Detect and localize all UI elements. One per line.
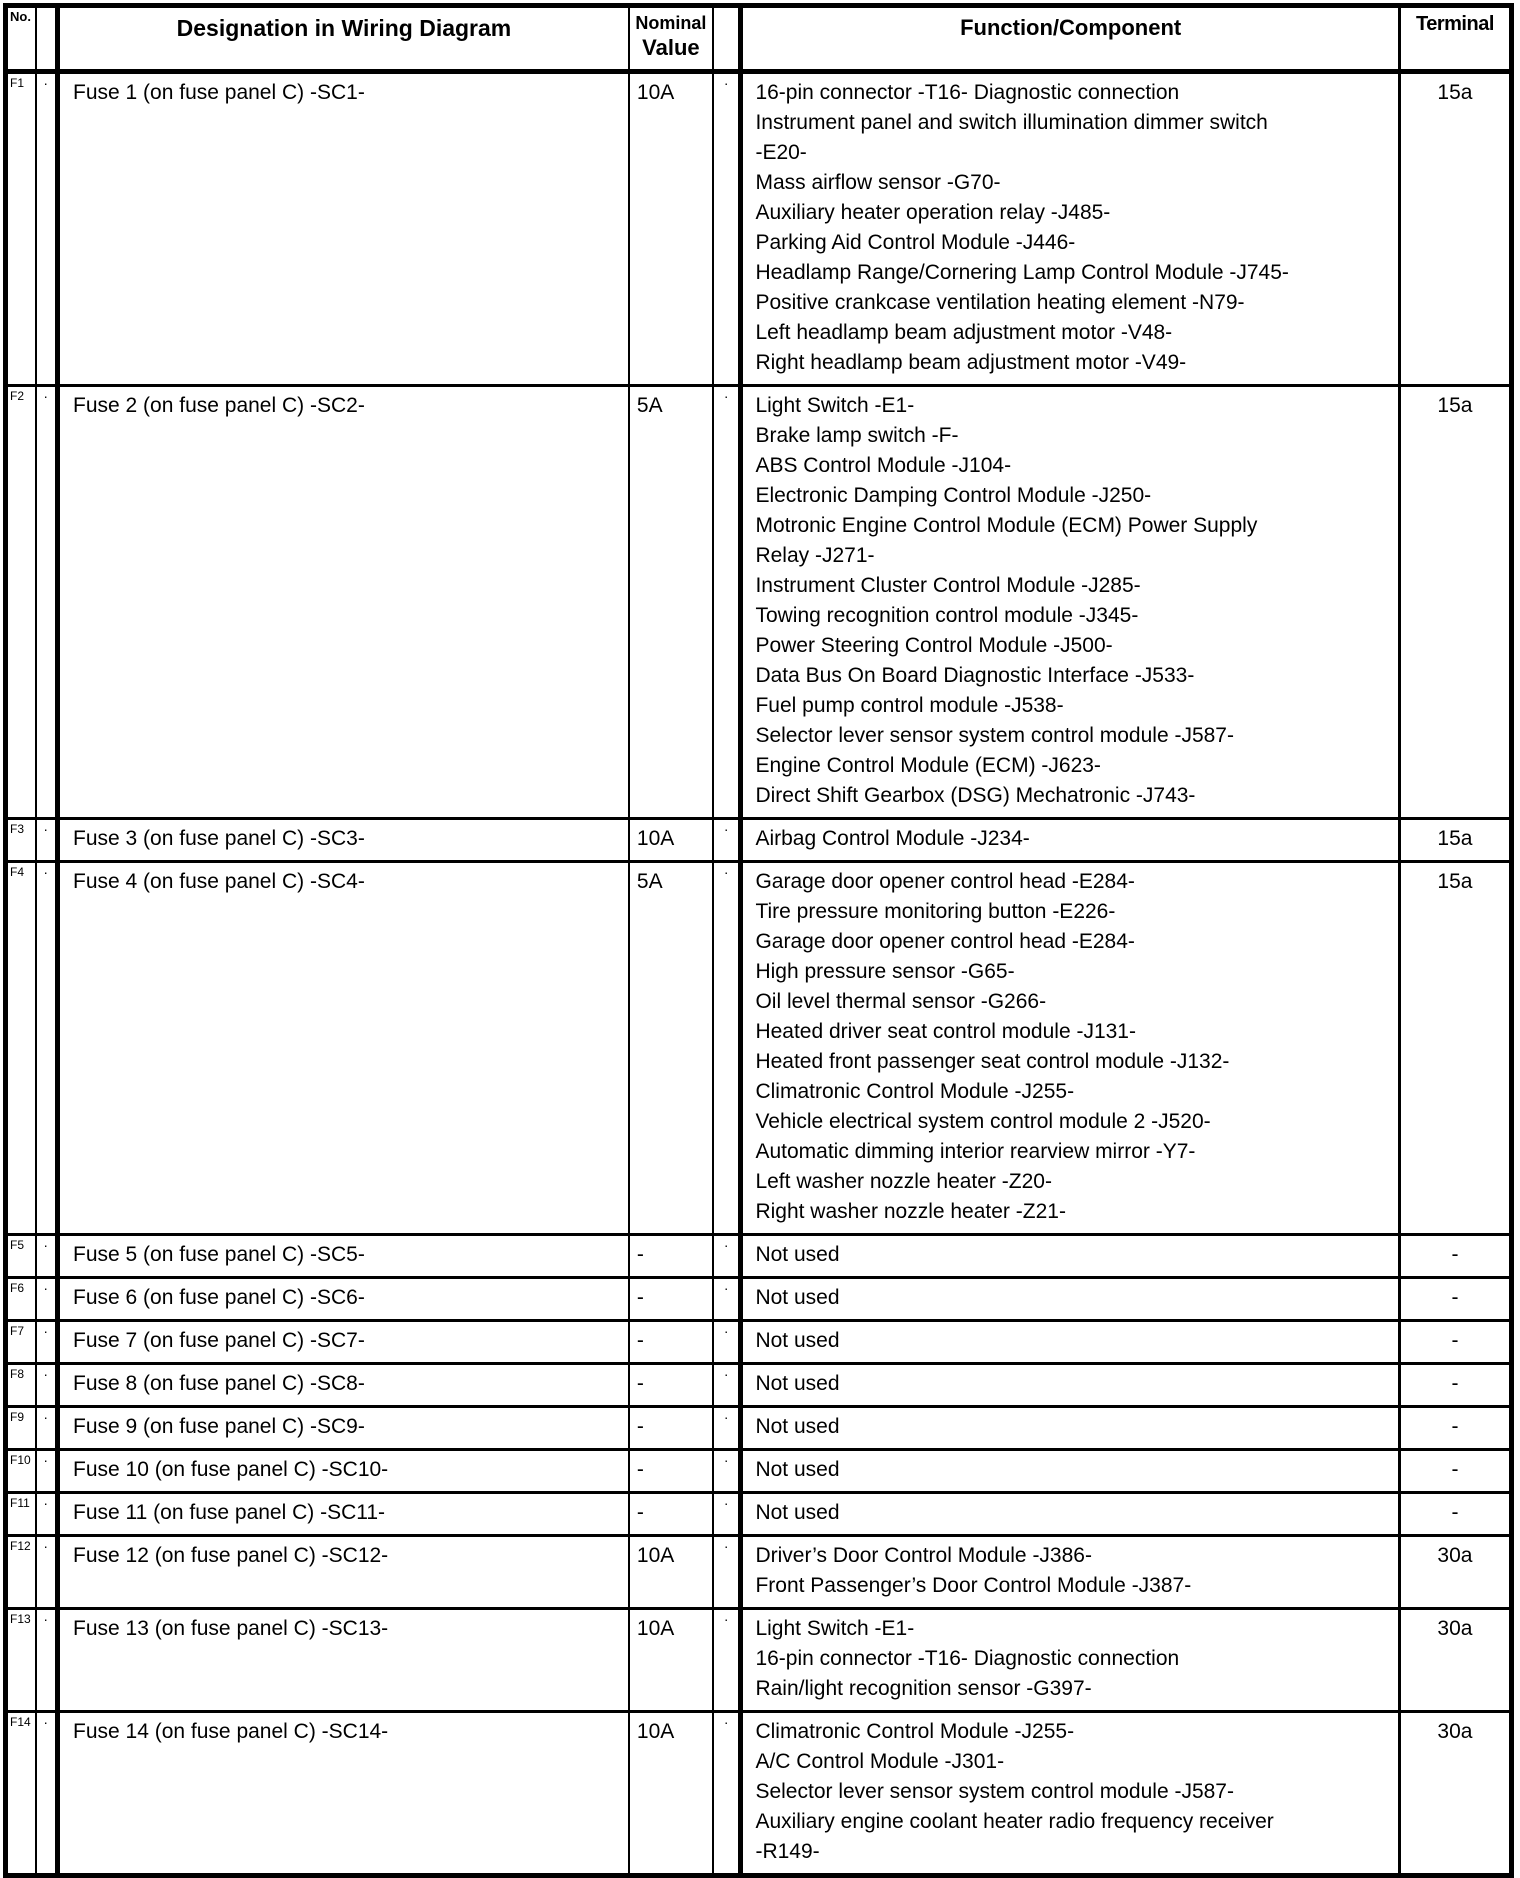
terminal-cell: [1399, 386, 1511, 819]
function-line: Driver’s Door Control Module -J386-: [755, 1544, 1092, 1567]
fuse-row: [6, 1278, 1512, 1321]
header-spacer-right: [713, 6, 741, 72]
fuse-row: [6, 1536, 1512, 1609]
fuse-row: [6, 1450, 1512, 1493]
terminal-value: -: [1451, 1329, 1459, 1352]
fuse-designation: Fuse 14 (on fuse panel C) -SC14-: [73, 1720, 389, 1743]
function-line: Selector lever sensor system control module -J587-: [755, 724, 1234, 747]
fuse-assignment-table: [3, 3, 1514, 1878]
fuse-row: [6, 1609, 1512, 1712]
row-marker-left: ·: [43, 821, 49, 837]
fuse-row: [6, 1321, 1512, 1364]
function-list: [741, 1493, 1399, 1536]
nominal-value-cell: [629, 862, 713, 1235]
nominal-value-cell: [629, 1450, 713, 1493]
marker-cell-right: [713, 1712, 741, 1876]
terminal-cell: [1399, 1407, 1511, 1450]
marker-cell-right: [713, 862, 741, 1235]
row-marker-left: ·: [43, 864, 49, 880]
terminal-cell: [1399, 1364, 1511, 1407]
header-terminal: Terminal: [1399, 6, 1511, 72]
row-marker-right: ·: [723, 1323, 729, 1339]
marker-cell-left: [36, 1493, 58, 1536]
function-line: Selector lever sensor system control module -J587-: [755, 1780, 1234, 1803]
fuse-designation: Fuse 10 (on fuse panel C) -SC10-: [73, 1458, 389, 1481]
marker-cell-left: [36, 1609, 58, 1712]
function-list: [741, 1235, 1399, 1278]
row-marker-right: ·: [723, 1237, 729, 1253]
row-marker-right: ·: [723, 75, 729, 91]
row-marker-right: ·: [723, 864, 729, 880]
function-list: [741, 1712, 1399, 1876]
function-list: [741, 1278, 1399, 1321]
function-line: Headlamp Range/Cornering Lamp Control Module -J745-: [755, 261, 1289, 284]
marker-cell-right: [713, 1407, 741, 1450]
function-list: [741, 819, 1399, 862]
terminal-value: -: [1451, 1501, 1459, 1524]
fuse-number-cell: [6, 819, 36, 862]
function-line: Auxiliary engine coolant heater radio frequency receiver: [755, 1810, 1274, 1833]
function-line: Not used: [755, 1501, 840, 1524]
row-marker-left: ·: [43, 1714, 49, 1730]
function-line: Vehicle electrical system control module 2 -J520-: [755, 1110, 1211, 1133]
function-line: -E20-: [755, 141, 807, 164]
fuse-number-cell: [6, 386, 36, 819]
fuse-designation: Fuse 4 (on fuse panel C) -SC4-: [73, 870, 365, 893]
marker-cell-left: [36, 1364, 58, 1407]
fuse-number: F8: [10, 1367, 25, 1381]
terminal-value: 15a: [1437, 870, 1473, 893]
row-marker-left: ·: [43, 1366, 49, 1382]
fuse-number-cell: [6, 862, 36, 1235]
designation-cell: [58, 1450, 629, 1493]
marker-cell-left: [36, 72, 58, 386]
fuse-number-cell: [6, 72, 36, 386]
terminal-value: -: [1451, 1286, 1459, 1309]
marker-cell-left: [36, 819, 58, 862]
row-marker-right: ·: [723, 1538, 729, 1554]
nominal-value: 10A: [636, 827, 675, 850]
nominal-value: -: [636, 1501, 644, 1524]
fuse-designation: Fuse 2 (on fuse panel C) -SC2-: [73, 394, 365, 417]
function-line: Motronic Engine Control Module (ECM) Power Supply: [755, 514, 1258, 537]
fuse-designation: Fuse 5 (on fuse panel C) -SC5-: [73, 1243, 365, 1266]
fuse-number: F10: [10, 1453, 31, 1467]
marker-cell-right: [713, 1364, 741, 1407]
fuse-number: F6: [10, 1281, 25, 1295]
nominal-value: 5A: [636, 870, 663, 893]
row-marker-right: ·: [723, 388, 729, 404]
row-marker-left: ·: [43, 1280, 49, 1296]
nominal-value-cell: [629, 1493, 713, 1536]
fuse-number: F5: [10, 1238, 25, 1252]
function-line: Mass airflow sensor -G70-: [755, 171, 1001, 194]
function-list: [741, 386, 1399, 819]
header-no: No.: [6, 6, 36, 72]
function-line: Instrument Cluster Control Module -J285-: [755, 574, 1141, 597]
terminal-value: 30a: [1437, 1617, 1473, 1640]
designation-cell: [58, 1609, 629, 1712]
fuse-designation: Fuse 9 (on fuse panel C) -SC9-: [73, 1415, 365, 1438]
fuse-row: [6, 386, 1512, 819]
fuse-number: F11: [10, 1496, 30, 1510]
nominal-value-cell: [629, 72, 713, 386]
marker-cell-left: [36, 1536, 58, 1609]
fuse-row: [6, 1364, 1512, 1407]
function-line: Rain/light recognition sensor -G397-: [755, 1677, 1092, 1700]
fuse-number-cell: [6, 1712, 36, 1876]
row-marker-right: ·: [723, 1409, 729, 1425]
terminal-cell: [1399, 1321, 1511, 1364]
terminal-value: 30a: [1437, 1720, 1473, 1743]
row-marker-left: ·: [43, 1409, 49, 1425]
function-line: Brake lamp switch -F-: [755, 424, 959, 447]
fuse-number-cell: [6, 1536, 36, 1609]
designation-cell: [58, 1321, 629, 1364]
function-line: ABS Control Module -J104-: [755, 454, 1012, 477]
terminal-cell: [1399, 1536, 1511, 1609]
function-line: Heated front passenger seat control module -J132-: [755, 1050, 1230, 1073]
fuse-number-cell: [6, 1235, 36, 1278]
marker-cell-right: [713, 1609, 741, 1712]
designation-cell: [58, 819, 629, 862]
fuse-row: [6, 862, 1512, 1235]
function-line: Climatronic Control Module -J255-: [755, 1080, 1075, 1103]
function-line: Climatronic Control Module -J255-: [755, 1720, 1075, 1743]
row-marker-left: ·: [43, 1323, 49, 1339]
terminal-cell: [1399, 1235, 1511, 1278]
designation-cell: [58, 1712, 629, 1876]
terminal-cell: [1399, 1493, 1511, 1536]
row-marker-left: ·: [43, 1611, 49, 1627]
fuse-designation: Fuse 6 (on fuse panel C) -SC6-: [73, 1286, 365, 1309]
terminal-cell: [1399, 819, 1511, 862]
fuse-number-cell: [6, 1450, 36, 1493]
function-line: Garage door opener control head -E284-: [755, 870, 1135, 893]
marker-cell-left: [36, 1278, 58, 1321]
terminal-value: 30a: [1437, 1544, 1473, 1567]
terminal-value: 15a: [1437, 394, 1473, 417]
nominal-value-cell: [629, 1235, 713, 1278]
marker-cell-right: [713, 1493, 741, 1536]
fuse-number: F12: [10, 1539, 31, 1553]
function-list: [741, 1536, 1399, 1609]
row-marker-right: ·: [723, 1495, 729, 1511]
fuse-number-cell: [6, 1278, 36, 1321]
function-list: [741, 1609, 1399, 1712]
fuse-row: [6, 1712, 1512, 1876]
nominal-value: 5A: [636, 394, 663, 417]
fuse-designation: Fuse 1 (on fuse panel C) -SC1-: [73, 81, 365, 104]
terminal-value: -: [1451, 1458, 1459, 1481]
function-line: Power Steering Control Module -J500-: [755, 634, 1113, 657]
terminal-cell: [1399, 72, 1511, 386]
marker-cell-left: [36, 1450, 58, 1493]
fuse-number: F13: [10, 1612, 31, 1626]
designation-cell: [58, 1278, 629, 1321]
row-marker-left: ·: [43, 388, 49, 404]
marker-cell-right: [713, 1235, 741, 1278]
nominal-value-cell: [629, 386, 713, 819]
function-line: Left headlamp beam adjustment motor -V48-: [755, 321, 1173, 344]
fuse-row: [6, 1407, 1512, 1450]
fuse-number-cell: [6, 1493, 36, 1536]
fuse-number: F14: [10, 1715, 31, 1729]
marker-cell-left: [36, 862, 58, 1235]
fuse-row: [6, 1235, 1512, 1278]
function-line: Not used: [755, 1286, 840, 1309]
fuse-number: F1: [10, 76, 25, 90]
function-line: Data Bus On Board Diagnostic Interface -J533-: [755, 664, 1195, 687]
row-marker-right: ·: [723, 1611, 729, 1627]
designation-cell: [58, 862, 629, 1235]
fuse-designation: Fuse 7 (on fuse panel C) -SC7-: [73, 1329, 365, 1352]
nominal-value-cell: [629, 1278, 713, 1321]
designation-cell: [58, 1235, 629, 1278]
function-list: [741, 1364, 1399, 1407]
function-line: -R149-: [755, 1840, 820, 1863]
row-marker-right: ·: [723, 1366, 729, 1382]
header-nominal-line1: Nominal: [635, 13, 707, 33]
function-line: Airbag Control Module -J234-: [755, 827, 1030, 850]
function-line: Relay -J271-: [755, 544, 875, 567]
function-line: Automatic dimming interior rearview mirror -Y7-: [755, 1140, 1196, 1163]
nominal-value: -: [636, 1286, 644, 1309]
function-line: Instrument panel and switch illumination dimmer switch: [755, 111, 1268, 134]
marker-cell-left: [36, 1235, 58, 1278]
function-line: Direct Shift Gearbox (DSG) Mechatronic -J743-: [755, 784, 1196, 807]
nominal-value-cell: [629, 1712, 713, 1876]
terminal-value: -: [1451, 1243, 1459, 1266]
row-marker-left: ·: [43, 1237, 49, 1253]
function-line: Right headlamp beam adjustment motor -V49-: [755, 351, 1187, 374]
fuse-number: F3: [10, 822, 25, 836]
function-line: Oil level thermal sensor -G266-: [755, 990, 1047, 1013]
marker-cell-right: [713, 1450, 741, 1493]
function-line: Tire pressure monitoring button -E226-: [755, 900, 1116, 923]
nominal-value-cell: [629, 1536, 713, 1609]
nominal-value: 10A: [636, 1617, 675, 1640]
function-line: Fuel pump control module -J538-: [755, 694, 1064, 717]
nominal-value: -: [636, 1458, 644, 1481]
header-nominal-value: [629, 6, 713, 72]
marker-cell-left: [36, 1321, 58, 1364]
function-line: Auxiliary heater operation relay -J485-: [755, 201, 1111, 224]
marker-cell-left: [36, 1407, 58, 1450]
nominal-value-cell: [629, 1321, 713, 1364]
function-line: High pressure sensor -G65-: [755, 960, 1015, 983]
terminal-cell: [1399, 1609, 1511, 1712]
row-marker-right: ·: [723, 1280, 729, 1296]
nominal-value-cell: [629, 1407, 713, 1450]
marker-cell-right: [713, 819, 741, 862]
row-marker-left: ·: [43, 75, 49, 91]
marker-cell-right: [713, 1321, 741, 1364]
nominal-value: -: [636, 1415, 644, 1438]
designation-cell: [58, 72, 629, 386]
fuse-designation: Fuse 12 (on fuse panel C) -SC12-: [73, 1544, 389, 1567]
function-line: Garage door opener control head -E284-: [755, 930, 1135, 953]
header-function: Function/Component: [741, 6, 1399, 72]
function-line: Not used: [755, 1415, 840, 1438]
fuse-row: [6, 72, 1512, 386]
nominal-value: -: [636, 1329, 644, 1352]
fuse-number-cell: [6, 1609, 36, 1712]
function-line: Right washer nozzle heater -Z21-: [755, 1200, 1066, 1223]
header-spacer-left: [36, 6, 58, 72]
function-list: [741, 862, 1399, 1235]
nominal-value: 10A: [636, 1544, 675, 1567]
header-nominal-line2: Value: [642, 35, 700, 60]
nominal-value: 10A: [636, 1720, 675, 1743]
marker-cell-right: [713, 386, 741, 819]
row-marker-left: ·: [43, 1538, 49, 1554]
designation-cell: [58, 1536, 629, 1609]
fuse-number: F7: [10, 1324, 25, 1338]
function-list: [741, 1450, 1399, 1493]
fuse-number-cell: [6, 1321, 36, 1364]
fuse-number: F2: [10, 389, 25, 403]
function-line: Parking Aid Control Module -J446-: [755, 231, 1076, 254]
designation-cell: [58, 386, 629, 819]
function-line: Engine Control Module (ECM) -J623-: [755, 754, 1101, 777]
function-line: Not used: [755, 1329, 840, 1352]
marker-cell-right: [713, 72, 741, 386]
fuse-designation: Fuse 3 (on fuse panel C) -SC3-: [73, 827, 365, 850]
row-marker-left: ·: [43, 1495, 49, 1511]
row-marker-left: ·: [43, 1452, 49, 1468]
function-line: 16-pin connector -T16- Diagnostic connection: [755, 81, 1180, 104]
function-line: Left washer nozzle heater -Z20-: [755, 1170, 1052, 1193]
terminal-value: -: [1451, 1372, 1459, 1395]
row-marker-right: ·: [723, 1714, 729, 1730]
function-line: Positive crankcase ventilation heating element -N79-: [755, 291, 1245, 314]
fuse-number: F9: [10, 1410, 25, 1424]
function-list: [741, 72, 1399, 386]
function-line: Towing recognition control module -J345-: [755, 604, 1139, 627]
marker-cell-left: [36, 1712, 58, 1876]
nominal-value: -: [636, 1243, 644, 1266]
function-line: 16-pin connector -T16- Diagnostic connection: [755, 1647, 1180, 1670]
fuse-designation: Fuse 13 (on fuse panel C) -SC13-: [73, 1617, 389, 1640]
terminal-value: 15a: [1437, 81, 1473, 104]
function-line: Electronic Damping Control Module -J250-: [755, 484, 1152, 507]
nominal-value-cell: [629, 1364, 713, 1407]
row-marker-right: ·: [723, 1452, 729, 1468]
nominal-value-cell: [629, 1609, 713, 1712]
fuse-row: [6, 819, 1512, 862]
nominal-value: -: [636, 1372, 644, 1395]
row-marker-right: ·: [723, 821, 729, 837]
function-line: Not used: [755, 1243, 840, 1266]
marker-cell-left: [36, 386, 58, 819]
fuse-number-cell: [6, 1364, 36, 1407]
function-line: Not used: [755, 1458, 840, 1481]
function-line: A/C Control Module -J301-: [755, 1750, 1005, 1773]
designation-cell: [58, 1493, 629, 1536]
terminal-value: 15a: [1437, 827, 1473, 850]
function-line: Light Switch -E1-: [755, 1617, 915, 1640]
header-designation: Designation in Wiring Diagram: [58, 6, 629, 72]
function-line: Light Switch -E1-: [755, 394, 915, 417]
terminal-cell: [1399, 1712, 1511, 1876]
fuse-designation: Fuse 8 (on fuse panel C) -SC8-: [73, 1372, 365, 1395]
terminal-cell: [1399, 862, 1511, 1235]
marker-cell-right: [713, 1536, 741, 1609]
fuse-row: [6, 1493, 1512, 1536]
fuse-number: F4: [10, 865, 25, 879]
function-line: Front Passenger’s Door Control Module -J387-: [755, 1574, 1192, 1597]
designation-cell: [58, 1364, 629, 1407]
terminal-value: -: [1451, 1415, 1459, 1438]
designation-cell: [58, 1407, 629, 1450]
fuse-number-cell: [6, 1407, 36, 1450]
function-list: [741, 1407, 1399, 1450]
terminal-cell: [1399, 1278, 1511, 1321]
nominal-value-cell: [629, 819, 713, 862]
marker-cell-right: [713, 1278, 741, 1321]
header-row: [6, 6, 1512, 72]
function-list: [741, 1321, 1399, 1364]
terminal-cell: [1399, 1450, 1511, 1493]
function-line: Not used: [755, 1372, 840, 1395]
function-line: Heated driver seat control module -J131-: [755, 1020, 1136, 1043]
nominal-value: 10A: [636, 81, 675, 104]
fuse-designation: Fuse 11 (on fuse panel C) -SC11-: [73, 1501, 386, 1524]
